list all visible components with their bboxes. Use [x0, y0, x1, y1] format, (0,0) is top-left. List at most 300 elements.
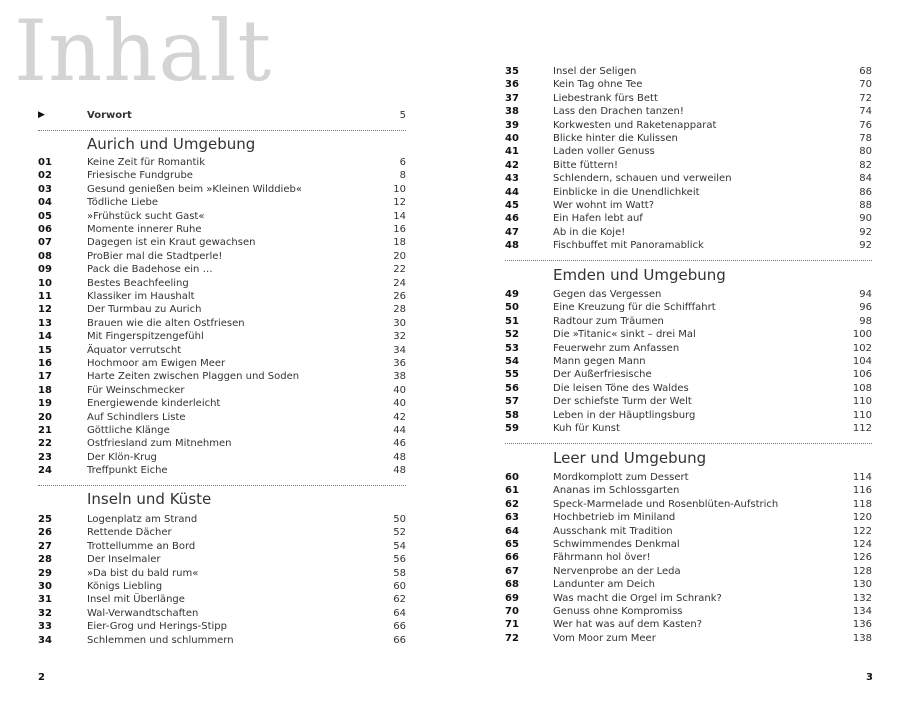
entry-page: 60	[393, 581, 406, 592]
entry-title: Ostfriesland zum Mitnehmen	[87, 438, 232, 450]
entry-title: Landunter am Deich	[553, 579, 655, 591]
entry-number: 51	[505, 315, 519, 327]
entry-number: 12	[38, 304, 52, 316]
section-heading-leer: Leer und Umgebung	[553, 449, 707, 467]
entry-number: 23	[38, 451, 52, 463]
entry-page: 66	[393, 634, 406, 646]
page-number-right: 3	[866, 672, 873, 683]
entry-page: 32	[393, 331, 406, 343]
toc-entry[interactable]	[505, 328, 872, 341]
toc-entry[interactable]	[38, 357, 406, 370]
entry-page: 42	[393, 411, 406, 423]
entry-page: 30	[393, 317, 406, 329]
entry-page: 72	[859, 92, 872, 104]
toc-entry[interactable]	[505, 382, 872, 395]
entry-title: »Da bist du bald rum«	[87, 567, 199, 579]
entry-number: 55	[505, 369, 519, 381]
entry-page: 18	[393, 237, 406, 249]
entry-title: Schwimmendes Denkmal	[553, 539, 680, 550]
entry-number: 61	[505, 485, 519, 497]
entry-title: Bestes Beachfeeling	[87, 277, 189, 289]
toc-entry[interactable]	[505, 484, 872, 497]
entry-number: 58	[505, 409, 519, 421]
entry-number: 16	[38, 358, 52, 369]
entry-number: 06	[38, 224, 52, 235]
entry-title: Liebestrank fürs Bett	[553, 92, 658, 104]
entry-title: Radtour zum Träumen	[553, 315, 664, 327]
entry-number: 40	[505, 133, 519, 144]
entry-page: 122	[852, 525, 872, 537]
entry-page: 78	[859, 133, 872, 144]
entry-number: 41	[505, 146, 519, 158]
entry-page: 128	[852, 565, 872, 577]
entry-page: 5	[399, 110, 406, 121]
toc-entry[interactable]	[505, 315, 872, 328]
entry-number: 10	[38, 277, 52, 289]
toc-entry[interactable]	[38, 526, 406, 539]
entry-title: Der Inselmaler	[87, 554, 161, 566]
toc-entry[interactable]	[38, 317, 406, 330]
entry-page: 110	[852, 409, 872, 421]
entry-title: Hochbetrieb im Miniland	[553, 512, 676, 524]
entry-page: 90	[859, 213, 872, 225]
toc-entry[interactable]	[38, 344, 406, 357]
entry-number: 08	[38, 250, 52, 262]
entry-title: Laden voller Genuss	[553, 146, 655, 158]
entry-title: Hochmoor am Ewigen Meer	[87, 358, 226, 369]
entry-page: 74	[859, 106, 872, 118]
entry-title: Einblicke in die Unendlichkeit	[553, 186, 700, 198]
toc-entry[interactable]	[38, 330, 406, 343]
entry-number: 47	[505, 226, 519, 238]
entry-title: Ausschank mit Tradition	[553, 525, 673, 537]
toc-entry[interactable]	[38, 263, 406, 276]
entry-page: 106	[852, 369, 872, 381]
entry-title: Der Klön-Krug	[87, 451, 157, 463]
entry-title: Logenplatz am Strand	[87, 514, 198, 525]
toc-entry[interactable]	[38, 451, 406, 464]
toc-entry[interactable]	[505, 132, 872, 145]
toc-entry[interactable]	[505, 301, 872, 314]
entry-page: 58	[393, 567, 406, 579]
entry-title: Leben in der Häuptlingsburg	[553, 409, 696, 421]
entry-title: Harte Zeiten zwischen Plaggen und Soden	[87, 371, 300, 383]
entry-title: Eier-Grog und Herings-Stipp	[87, 621, 227, 633]
entry-number: 68	[505, 579, 519, 591]
toc-entry[interactable]	[505, 342, 872, 355]
entry-title: Was macht die Orgel im Schrank?	[553, 592, 722, 604]
entry-title: Königs Liebling	[87, 581, 163, 592]
section-heading-inseln: Inseln und Küste	[87, 490, 212, 508]
entry-page: 24	[393, 277, 406, 289]
toc-entry[interactable]	[38, 634, 406, 647]
entry-title: Nervenprobe an der Leda	[553, 565, 681, 577]
toc-entry[interactable]	[505, 511, 872, 524]
entry-number: 37	[505, 92, 519, 104]
entry-title: Gesund genießen beim »Kleinen Wilddieb«	[87, 183, 302, 195]
entry-number: 35	[505, 66, 519, 77]
entry-number: 19	[38, 398, 52, 410]
toc-entry[interactable]	[38, 223, 406, 236]
entry-number: 59	[505, 423, 519, 434]
entry-page: 84	[859, 173, 872, 185]
entry-number: 21	[38, 425, 52, 436]
toc-entry[interactable]	[505, 498, 872, 511]
toc-entry[interactable]	[505, 605, 872, 618]
toc-entry[interactable]	[505, 226, 872, 239]
entry-number: 69	[505, 592, 519, 604]
toc-entry[interactable]	[38, 397, 406, 410]
entry-number: 28	[38, 554, 52, 566]
entry-number: 65	[505, 539, 519, 550]
entry-page: 96	[859, 302, 872, 314]
toc-entry[interactable]	[38, 593, 406, 606]
entry-number: 03	[38, 183, 52, 195]
entry-number: 05	[38, 210, 52, 222]
entry-title: Schlendern, schauen und verweilen	[553, 173, 732, 185]
toc-entry[interactable]	[505, 212, 872, 225]
entry-page: 50	[393, 514, 406, 525]
entry-number: 25	[38, 514, 52, 525]
toc-entry[interactable]	[505, 422, 872, 435]
entry-title: Kuh für Kunst	[553, 423, 620, 434]
entry-page: 86	[859, 186, 872, 198]
entry-page: 64	[393, 607, 406, 619]
entry-title: Gegen das Vergessen	[553, 289, 662, 300]
entry-page: 76	[859, 119, 872, 131]
entry-title: Vorwort	[87, 110, 132, 121]
entry-title: Speck-Marmelade und Rosenblüten-Aufstrich	[553, 498, 779, 510]
toc-entry[interactable]	[505, 368, 872, 381]
entry-title: Bitte füttern!	[553, 159, 618, 171]
entry-number: 24	[38, 465, 52, 477]
entry-number: 49	[505, 289, 519, 300]
toc-entry[interactable]	[505, 618, 872, 631]
entry-page: 94	[859, 289, 872, 300]
entry-page: 92	[859, 226, 872, 238]
entry-number: 66	[505, 552, 519, 564]
entry-page: 68	[859, 66, 872, 77]
toc-entry[interactable]	[38, 464, 406, 477]
entry-title: Fährmann hol över!	[553, 552, 651, 564]
entry-page: 20	[393, 250, 406, 262]
toc-entry[interactable]	[505, 78, 872, 91]
entry-title: Schlemmen und schlummern	[87, 634, 234, 646]
right-page	[455, 0, 910, 701]
entry-page: 12	[393, 197, 406, 209]
entry-page: 70	[859, 79, 872, 91]
entry-number: 67	[505, 565, 519, 577]
entry-number: 20	[38, 411, 52, 423]
entry-number: 64	[505, 525, 519, 537]
entry-title: Korkwesten und Raketenapparat	[553, 119, 717, 131]
toc-entry[interactable]	[505, 65, 872, 78]
entry-number: 13	[38, 317, 52, 329]
entry-page: 22	[393, 264, 406, 276]
entry-page: 56	[393, 554, 406, 566]
entry-page: 54	[393, 540, 406, 552]
toc-entry[interactable]	[38, 250, 406, 263]
entry-page: 102	[852, 342, 872, 354]
entry-page: 38	[393, 371, 406, 383]
entry-title: Eine Kreuzung für die Schifffahrt	[553, 302, 716, 314]
toc-entry[interactable]	[505, 355, 872, 368]
toc-entry[interactable]	[38, 183, 406, 196]
page-number-left: 2	[38, 672, 45, 683]
entry-title: Kein Tag ohne Tee	[553, 79, 643, 91]
entry-page: 26	[393, 291, 406, 302]
entry-page: 110	[852, 396, 872, 408]
entry-number: 11	[38, 291, 52, 302]
entry-number: 04	[38, 197, 52, 209]
entry-title: Der Turmbau zu Aurich	[87, 304, 202, 316]
toc-entry[interactable]	[38, 277, 406, 290]
entry-title: Dagegen ist ein Kraut gewachsen	[87, 237, 256, 249]
toc-entry[interactable]	[505, 578, 872, 591]
entry-title: Auf Schindlers Liste	[87, 411, 186, 423]
entry-page: 98	[859, 315, 872, 327]
toc-entry[interactable]	[505, 186, 872, 199]
entry-page: 124	[852, 539, 872, 550]
entry-page: 44	[393, 425, 406, 436]
section-heading-emden: Emden und Umgebung	[553, 266, 726, 284]
entry-title: Mann gegen Mann	[553, 356, 646, 367]
toc-entry[interactable]	[505, 592, 872, 605]
entry-number: 02	[38, 170, 52, 182]
toc-entry[interactable]	[505, 395, 872, 408]
entry-title: Genuss ohne Kompromiss	[553, 606, 683, 617]
toc-entry[interactable]	[505, 471, 872, 484]
entry-title: Tödliche Liebe	[87, 197, 158, 209]
toc-entry[interactable]	[505, 409, 872, 422]
toc-entry[interactable]	[38, 540, 406, 553]
entry-page: 120	[852, 512, 872, 524]
entry-page: 104	[852, 356, 872, 367]
entry-title: Energiewende kinderleicht	[87, 398, 221, 410]
toc-entry[interactable]	[505, 92, 872, 105]
entry-title: Mordkomplott zum Dessert	[553, 472, 689, 483]
toc-entry[interactable]	[38, 607, 406, 620]
entry-number: 46	[505, 213, 519, 225]
entry-title: Trottellumme an Bord	[87, 540, 196, 552]
entry-page: 116	[852, 485, 872, 497]
entry-page: 130	[852, 579, 872, 591]
entry-title: Brauen wie die alten Ostfriesen	[87, 317, 245, 329]
toc-entry[interactable]	[38, 424, 406, 437]
entry-number: 26	[38, 527, 52, 539]
toc-entry[interactable]	[38, 156, 406, 169]
entry-page: 40	[393, 384, 406, 396]
toc-entry[interactable]	[505, 525, 872, 538]
entry-page: 132	[852, 592, 872, 604]
entry-number: 43	[505, 173, 519, 185]
entry-page: 126	[852, 552, 872, 564]
toc-entry[interactable]	[38, 210, 406, 223]
toc-entry[interactable]	[38, 370, 406, 383]
entry-title: Äquator verrutscht	[87, 344, 182, 356]
entry-number: 72	[505, 632, 519, 644]
entry-number: 33	[38, 621, 52, 633]
entry-number: 56	[505, 382, 519, 394]
entry-number: 39	[505, 119, 519, 131]
entry-title: Wer hat was auf dem Kasten?	[553, 619, 703, 631]
entry-number: 54	[505, 356, 519, 367]
entry-page: 112	[852, 423, 872, 434]
entry-page: 134	[852, 606, 872, 617]
entry-title: Klassiker im Haushalt	[87, 291, 195, 302]
entry-title: Ein Hafen lebt auf	[553, 213, 643, 225]
toc-entry[interactable]	[38, 384, 406, 397]
entry-number: 44	[505, 186, 519, 198]
entry-title: Ananas im Schlossgarten	[553, 485, 680, 497]
divider	[38, 130, 406, 131]
entry-number: 50	[505, 302, 519, 314]
section-heading-aurich: Aurich und Umgebung	[87, 135, 256, 153]
entry-number: 60	[505, 472, 519, 483]
entry-number: 32	[38, 607, 52, 619]
entry-title: Insel der Seligen	[553, 66, 637, 77]
entry-page: 100	[852, 329, 872, 341]
entry-title: Ab in die Koje!	[553, 226, 626, 238]
entry-page: 80	[859, 146, 872, 158]
entry-title: Vom Moor zum Meer	[553, 632, 656, 644]
entry-number: 01	[38, 157, 52, 168]
toc-entry[interactable]	[505, 159, 872, 172]
entry-number: 48	[505, 240, 519, 252]
toc-entry[interactable]	[505, 288, 872, 301]
entry-title: Die »Titanic« sinkt – drei Mal	[553, 329, 696, 341]
entry-title: Für Weinschmecker	[87, 384, 185, 396]
entry-page: 136	[852, 619, 872, 631]
entry-page: 82	[859, 159, 872, 171]
page-title: Inhalt	[14, 2, 273, 100]
entry-title: Rettende Dächer	[87, 527, 172, 539]
vorwort-entry[interactable]	[38, 109, 406, 122]
entry-number: 07	[38, 237, 52, 249]
entry-number: 27	[38, 540, 52, 552]
entry-title: Die leisen Töne des Waldes	[553, 382, 689, 394]
entry-title: Feuerwehr zum Anfassen	[553, 342, 680, 354]
entry-page: 40	[393, 398, 406, 410]
entry-number: 52	[505, 329, 519, 341]
entry-number: 38	[505, 106, 519, 118]
entry-page: 34	[393, 344, 406, 356]
toc-entry[interactable]	[38, 580, 406, 593]
entry-number: 14	[38, 331, 52, 343]
entry-number: 57	[505, 396, 519, 408]
toc-entry[interactable]	[505, 239, 872, 252]
entry-page: 46	[393, 438, 406, 450]
entry-page: 114	[852, 472, 872, 483]
entry-number: 63	[505, 512, 519, 524]
entry-page: 88	[859, 200, 872, 211]
entry-page: 16	[393, 224, 406, 235]
entry-page: 10	[393, 183, 406, 195]
toc-entry[interactable]	[38, 196, 406, 209]
entry-title: Lass den Drachen tanzen!	[553, 106, 684, 118]
entry-number: 09	[38, 264, 52, 276]
toc-entry[interactable]	[38, 437, 406, 450]
divider	[505, 443, 872, 444]
entry-page: 92	[859, 240, 872, 252]
entry-title: ProBier mal die Stadtperle!	[87, 250, 223, 262]
entry-number: 18	[38, 384, 52, 396]
entry-title: Fischbuffet mit Panoramablick	[553, 240, 704, 252]
entry-title: Blicke hinter die Kulissen	[553, 133, 678, 144]
entry-title: Mit Fingerspitzengefühl	[87, 331, 204, 343]
entry-number: 31	[38, 594, 52, 606]
entry-number: 45	[505, 200, 519, 211]
entry-title: Treffpunkt Eiche	[87, 465, 168, 477]
toc-entry[interactable]	[505, 119, 872, 132]
entry-title: Insel mit Überlänge	[87, 594, 185, 606]
toc-entry[interactable]	[505, 565, 872, 578]
entry-page: 52	[393, 527, 406, 539]
toc-entry[interactable]	[505, 551, 872, 564]
toc-entry[interactable]	[38, 169, 406, 182]
entry-page: 66	[393, 621, 406, 633]
entry-page: 108	[852, 382, 872, 394]
entry-number: 42	[505, 159, 519, 171]
entry-page: 118	[852, 498, 872, 510]
entry-title: Pack die Badehose ein …	[87, 264, 213, 276]
entry-page: 28	[393, 304, 406, 316]
entry-number: 17	[38, 371, 52, 383]
toc-entry[interactable]	[505, 632, 872, 645]
entry-number: 15	[38, 344, 52, 356]
entry-title: Friesische Fundgrube	[87, 170, 193, 182]
toc-entry[interactable]	[38, 290, 406, 303]
entry-title: Der Außerfriesische	[553, 369, 652, 381]
entry-number: 36	[505, 79, 519, 91]
entry-number: 34	[38, 634, 52, 646]
entry-page: 14	[393, 210, 406, 222]
toc-entry[interactable]	[505, 105, 872, 118]
divider	[505, 260, 872, 261]
toc-entry[interactable]	[505, 538, 872, 551]
toc-entry[interactable]	[38, 567, 406, 580]
toc-entry[interactable]	[38, 513, 406, 526]
entry-page: 48	[393, 451, 406, 463]
toc-entry[interactable]	[38, 303, 406, 316]
entry-number: 29	[38, 567, 52, 579]
entry-number: 70	[505, 606, 519, 617]
toc-entry[interactable]	[38, 236, 406, 249]
entry-title: »Frühstück sucht Gast«	[87, 210, 205, 222]
entry-title: Wal-Verwandtschaften	[87, 607, 199, 619]
divider	[38, 485, 406, 486]
entry-number: 62	[505, 498, 519, 510]
entry-title: Göttliche Klänge	[87, 425, 170, 436]
toc-entry[interactable]	[38, 553, 406, 566]
entry-number: 71	[505, 619, 519, 631]
toc-entry[interactable]	[38, 620, 406, 633]
entry-page: 138	[852, 632, 872, 644]
entry-number: 22	[38, 438, 52, 450]
toc-entry[interactable]	[505, 199, 872, 212]
entry-page: 62	[393, 594, 406, 606]
entry-title: Keine Zeit für Romantik	[87, 157, 206, 168]
entry-title: Der schiefste Turm der Welt	[553, 396, 692, 408]
play-arrow-icon: ▶	[38, 110, 45, 120]
entry-title: Momente innerer Ruhe	[87, 224, 202, 235]
toc-entry[interactable]	[505, 145, 872, 158]
entry-title: Wer wohnt im Watt?	[553, 200, 655, 211]
toc-entry[interactable]	[38, 411, 406, 424]
toc-entry[interactable]	[505, 172, 872, 185]
entry-number: 53	[505, 342, 519, 354]
entry-page: 36	[393, 358, 406, 369]
